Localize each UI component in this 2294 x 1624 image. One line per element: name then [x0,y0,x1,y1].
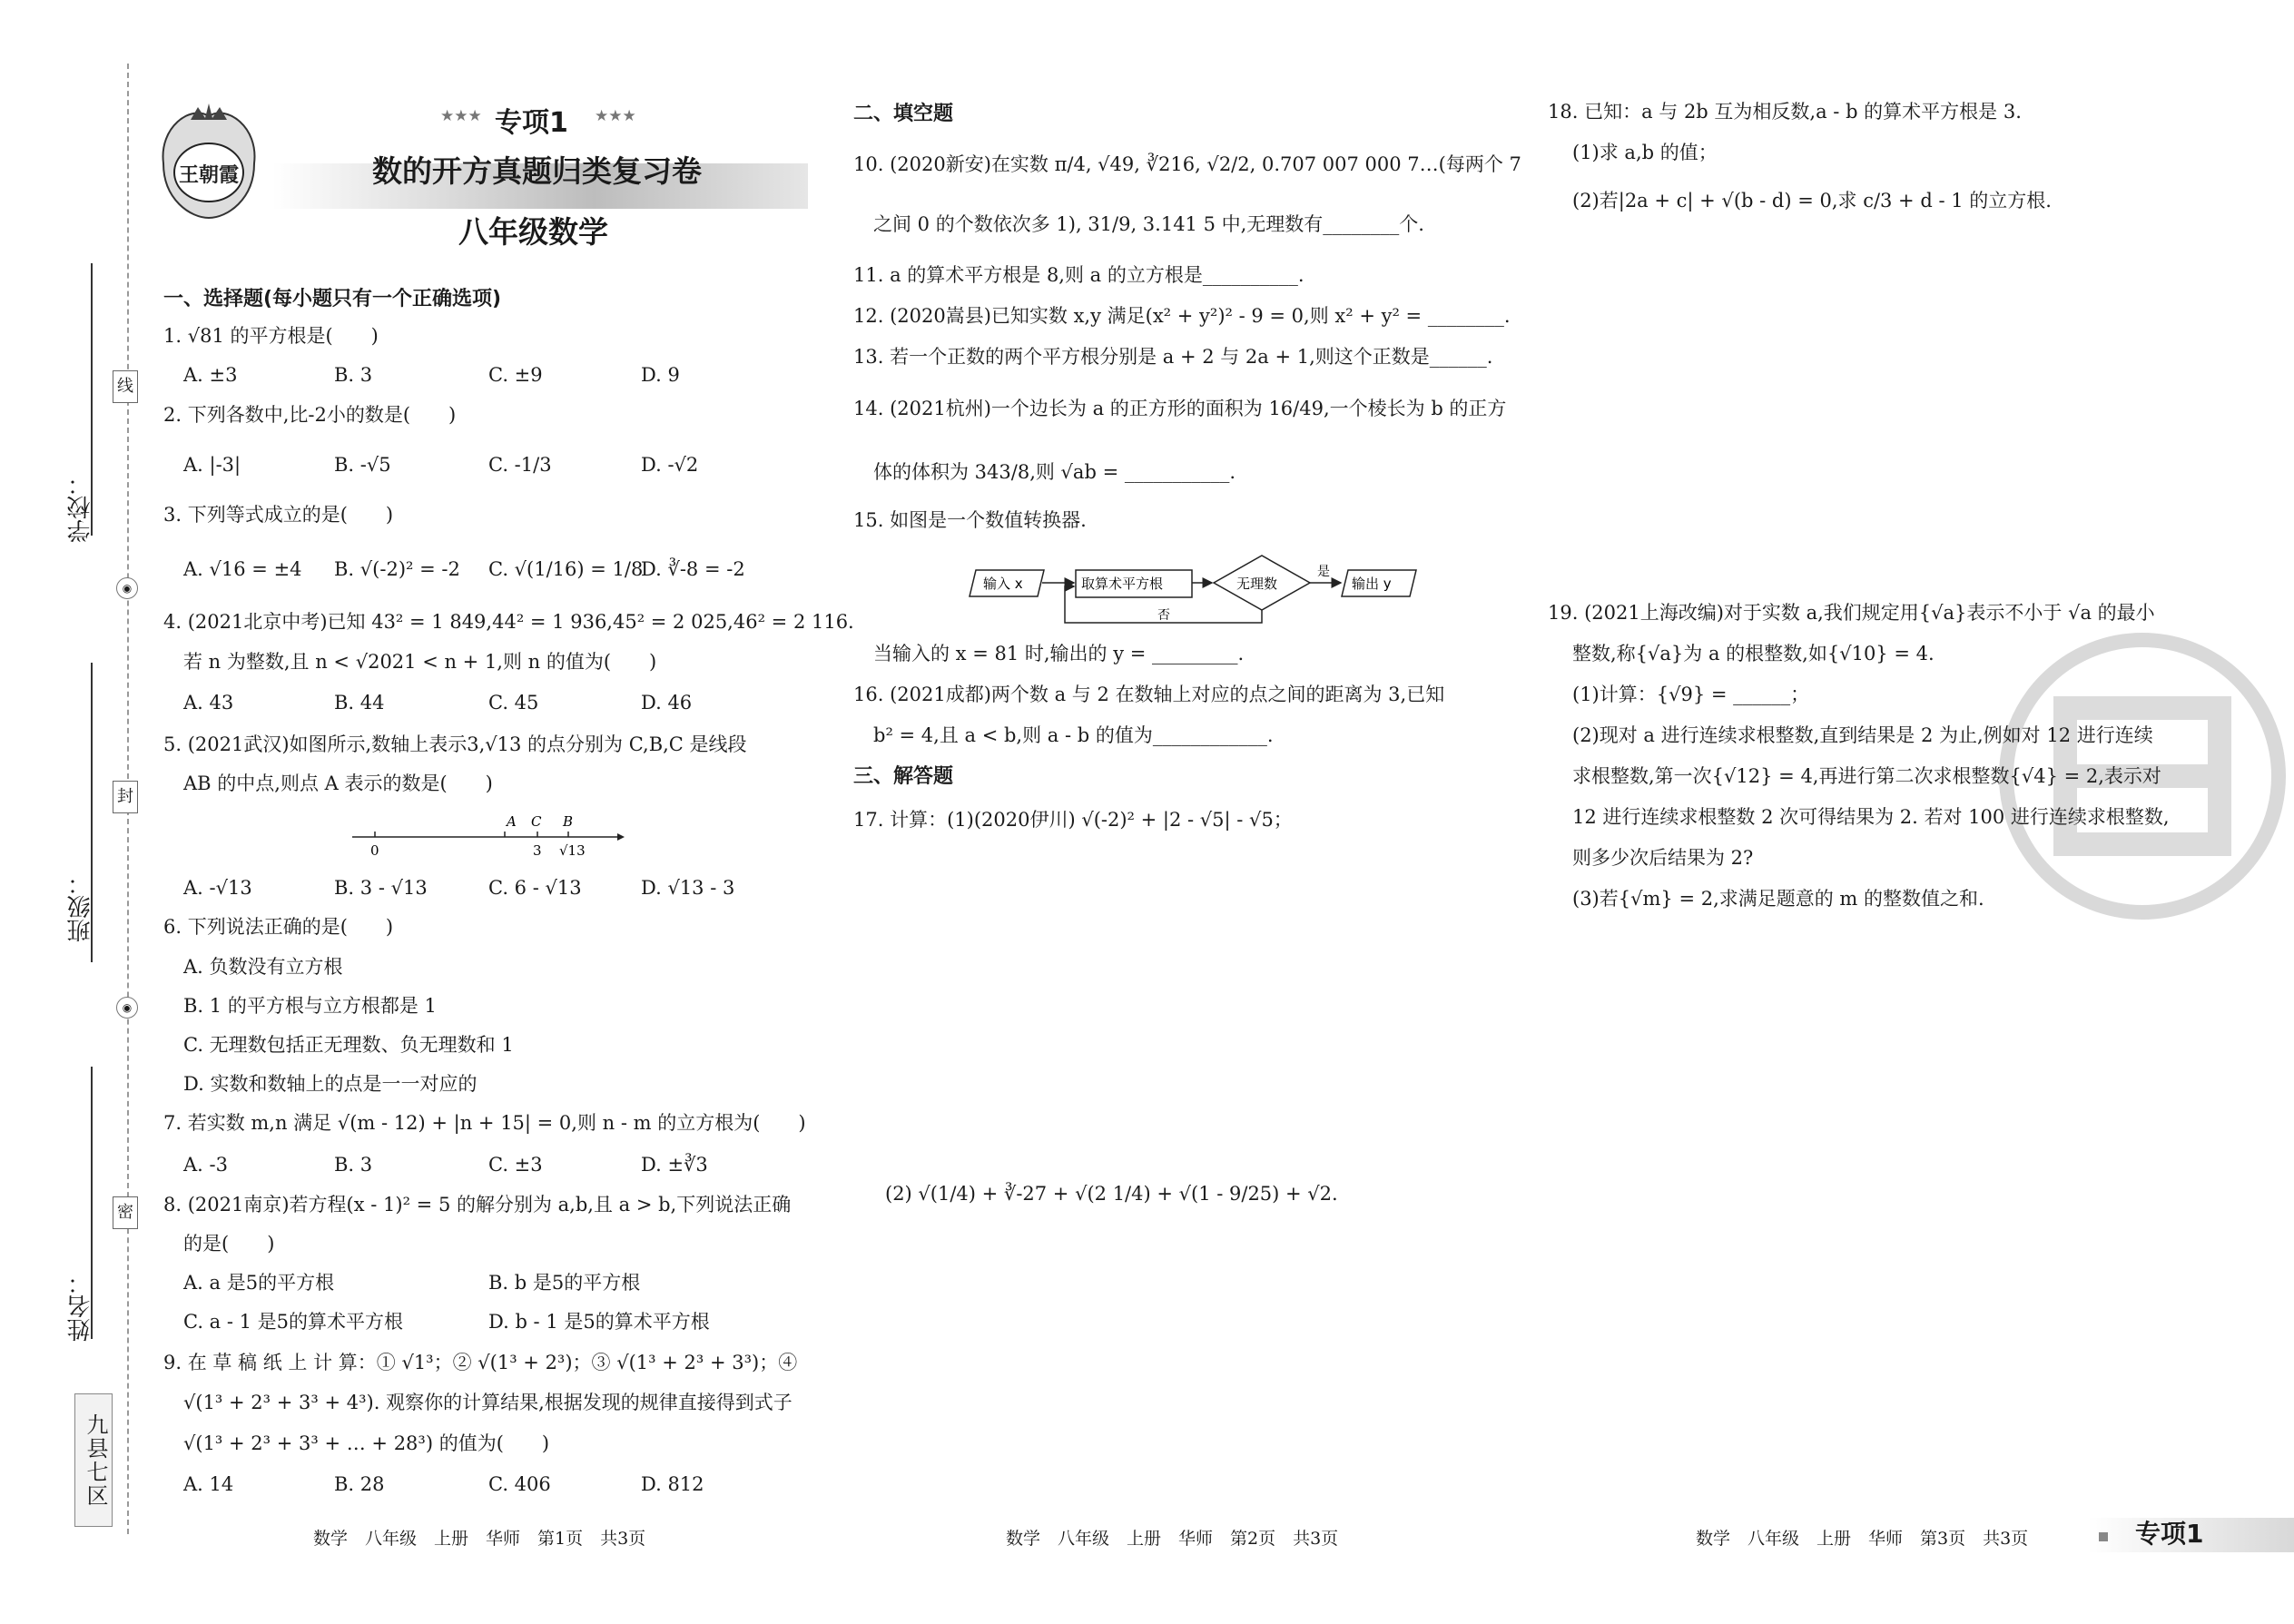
section-fill-title: 二、填空题 [853,103,954,125]
secret-label: 密 [113,1196,138,1229]
q10-line2: 之间 0 的个数依次多 1), 31/9, 3.141 5 中,无理数有________个. [873,213,1424,235]
q3-opt-d: D. ∛-8 = -2 [641,558,745,580]
q19-line2: 整数,称{√a}为 a 的根整数,如{√10} = 4. [1572,643,1935,664]
q8-opt-b: B. b 是5的平方根 [488,1272,641,1294]
flow-input: 输入 x [983,576,1023,592]
q1-opt-b: B. 3 [334,364,373,386]
q6-opt-c: C. 无理数包括正无理数、负无理数和 1 [183,1034,514,1056]
axis-label-a: A [507,813,517,830]
q5-number-line [345,808,626,862]
seal-label: 封 [113,781,138,813]
q9-opt-c: C. 406 [488,1473,551,1495]
q19-part3: (3)若{√m} = 2,求满足题意的 m 的整数值之和. [1572,888,1984,910]
q19-part1: (1)计算：{√9} = ______； [1572,684,1810,705]
q4-opt-d: D. 46 [641,692,693,714]
q5-opt-c: C. 6 - √13 [488,877,582,899]
footer-square-icon [2099,1532,2108,1541]
flow-irrational: 无理数 [1236,576,1278,592]
flow-sqrt: 取算术平方根 [1081,576,1164,592]
q4-opt-b: B. 44 [334,692,385,714]
q2-opt-a: A. |-3| [183,454,241,476]
logo-text: 王朝霞 [178,163,240,187]
q1-opt-c: C. ±9 [488,364,543,386]
q1: 1. √81 的平方根是( ) [163,325,379,347]
q2-opt-d: D. -√2 [641,454,699,476]
q9-opt-d: D. 812 [641,1473,704,1495]
q9-opt-b: B. 28 [334,1473,385,1495]
q19-part2-line2: 求根整数,第一次{√12} = 4,再进行第二次求根整数{√4} = 2,表示对 [1572,765,2161,787]
q8-opt-a: A. a 是5的平方根 [183,1272,335,1294]
q18-part1: (1)求 a,b 的值； [1572,142,1718,163]
q17-part2: (2) √(1/4) + ∛-27 + √(2 1/4) + √(1 - 9/25) + √2. [885,1183,1338,1205]
q2-opt-c: C. -1/3 [488,454,552,476]
q4-line1: 4. (2021北京中考)已知 43² = 1 849,44² = 1 936,45² = 2 025,46² = 2 116. [163,611,854,633]
q3: 3. 下列等式成立的是( ) [163,504,394,526]
q6-opt-a: A. 负数没有立方根 [183,956,343,978]
q7-opt-b: B. 3 [334,1154,373,1176]
q4-line2: 若 n 为整数,且 n < √2021 < n + 1,则 n 的值为( ) [183,651,657,673]
line-label: 线 [113,370,138,403]
q5-line1: 5. (2021武汉)如图所示,数轴上表示3,√13 的点分别为 C,B,C 是线段 [163,733,747,755]
q3-opt-b: B. √(-2)² = -2 [334,558,460,580]
footer-page2: 数学 八年级 上册 华师 第2页 共3页 [1006,1529,1339,1549]
flow-output: 输出 y [1352,576,1392,592]
q16-line2: b² = 4,且 a < b,则 a - b 的值为____________. [873,724,1274,746]
q18-stem: 18. 已知：a 与 2b 互为相反数,a - b 的算术平方根是 3. [1548,101,2022,123]
q3-opt-a: A. √16 = ±4 [183,558,302,580]
q8-line1: 8. (2021南京)若方程(x - 1)² = 5 的解分别为 a,b,且 a > b,下列说法正确 [163,1194,792,1216]
section-solve-title: 三、解答题 [853,765,954,788]
subject-title: 八年级数学 [458,214,608,250]
q9-line3: √(1³ + 2³ + 3³ + … + 28³) 的值为( ) [183,1432,550,1454]
q4-opt-c: C. 45 [488,692,539,714]
q1-opt-a: A. ±3 [183,364,238,386]
axis-tick-0: 0 [370,842,379,859]
q18-part2: (2)若|2a + c| + √(b - d) = 0,求 c/3 + d - 1 的立方根. [1572,190,2052,212]
footer-page3: 数学 八年级 上册 华师 第3页 共3页 [1696,1529,2029,1549]
q9-opt-a: A. 14 [183,1473,234,1495]
q2-opt-b: B. -√5 [334,454,391,476]
binding-hole-icon: ◉ [116,997,138,1019]
q1-opt-d: D. 9 [641,364,680,386]
q19-part2-line4: 则多少次后结果为 2? [1572,847,1754,869]
q4-opt-a: A. 43 [183,692,234,714]
q5-opt-a: A. -√13 [183,877,252,899]
q12: 12. (2020嵩县)已知实数 x,y 满足(x² + y²)² - 9 = 0,则 x² + y² = ________. [853,305,1511,327]
q6-opt-b: B. 1 的平方根与立方根都是 1 [183,995,437,1017]
axis-tick-root13: √13 [559,842,586,859]
q10-line1: 10. (2020新安)在实数 π/4, √49, ∛216, √2/2, 0.707 007 000 7…(每两个 7 [853,153,1521,175]
q19-part2-line1: (2)现对 a 进行连续求根整数,直到结果是 2 为止,例如对 12 进行连续 [1572,724,2153,746]
q13: 13. 若一个正数的两个平方根分别是 a + 2 与 2a + 1,则这个正数是______. [853,346,1493,368]
q5-opt-b: B. 3 - √13 [334,877,428,899]
q17-part1: 17. 计算：(1)(2020伊川) √(-2)² + |2 - √5| - √5； [853,809,1293,831]
class-label: 班级： [67,871,94,942]
axis-tick-3: 3 [533,842,542,859]
q8-opt-d: D. b - 1 是5的算术平方根 [488,1311,710,1333]
q6-opt-d: D. 实数和数轴上的点是一一对应的 [183,1073,478,1095]
axis-label-c: C [531,813,542,830]
q7: 7. 若实数 m,n 满足 √(m - 12) + |n + 15| = 0,则 n - m 的立方根为( ) [163,1112,806,1134]
binding-hole-icon: ◉ [116,577,138,599]
q8-line2: 的是( ) [183,1233,275,1255]
q16-line1: 16. (2021成都)两个数 a 与 2 在数轴上对应的点之间的距离为 3,已知 [853,684,1445,705]
q15: 15. 如图是一个数值转换器. [853,509,1087,531]
series-title: 专项1 [495,107,568,139]
q7-opt-a: A. -3 [183,1154,228,1176]
q8-opt-c: C. a - 1 是5的算术平方根 [183,1311,404,1333]
q19-line1: 19. (2021上海改编)对于实数 a,我们规定用{√a}表示不小于 √a 的最小 [1548,602,2155,624]
q3-opt-c: C. √(1/16) = 1/8 [488,558,644,580]
q15-flowchart [967,545,1439,631]
axis-label-b: B [563,813,574,830]
flow-no: 否 [1157,608,1170,623]
q14-line1: 14. (2021杭州)一个边长为 a 的正方形的面积为 16/49,一个棱长为 b 的正方 [853,398,1507,419]
page-title: 数的开方真题归类复习卷 [372,153,702,189]
q9-line1: 9. 在 草 稿 纸 上 计 算：① √1³；② √(1³ + 2³)；③ √(1³ + 2³ + 3³)；④ [163,1352,798,1373]
brand-logo [154,100,263,222]
footer-page1: 数学 八年级 上册 华师 第1页 共3页 [313,1529,646,1549]
q7-opt-d: D. ±∛3 [641,1154,708,1176]
q19-part2-line3: 12 进行连续求根整数 2 次可得结果为 2. 若对 100 进行连续求根整数, [1572,806,2170,828]
q2: 2. 下列各数中,比-2小的数是( ) [163,404,457,426]
q15-answer: 当输入的 x = 81 时,输出的 y = _________. [873,643,1245,664]
region-badge: 九县七区 [74,1393,113,1527]
name-label: 姓名： [67,1271,94,1342]
q7-opt-c: C. ±3 [488,1154,543,1176]
q9-line2: √(1³ + 2³ + 3³ + 4³). 观察你的计算结果,根据发现的规律直接得到式子 [183,1392,793,1413]
q5-line2: AB 的中点,则点 A 表示的数是( ) [183,773,493,794]
q5-opt-d: D. √13 - 3 [641,877,735,899]
school-label: 学校： [67,472,94,543]
q11: 11. a 的算术平方根是 8,则 a 的立方根是__________. [853,264,1305,286]
stars-left: ★★★ [440,107,482,125]
q14-line2: 体的体积为 343/8,则 √ab = ___________. [873,461,1236,483]
footer-tag: 专项1 [2135,1519,2204,1549]
section-choice-title: 一、选择题(每小题只有一个正确选项) [163,288,502,310]
flow-yes: 是 [1317,565,1330,579]
stars-right: ★★★ [595,107,636,125]
q6: 6. 下列说法正确的是( ) [163,916,394,938]
